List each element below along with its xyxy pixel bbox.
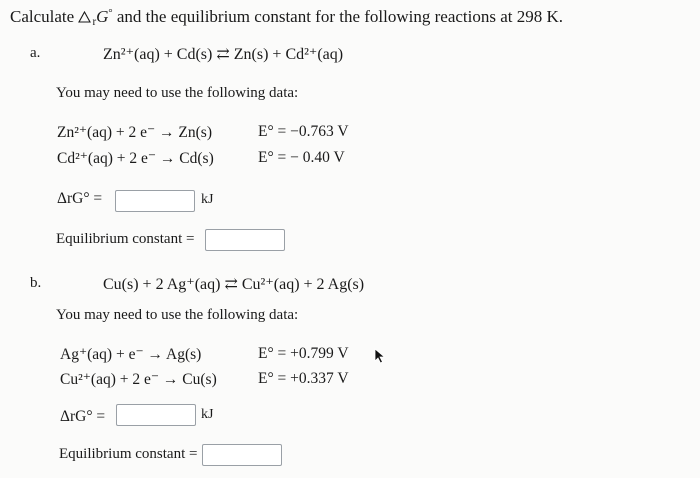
- part-a-k-label: Equilibrium constant =: [56, 231, 195, 247]
- part-a-half-reaction-1: Zn²⁺(aq) + 2 e⁻ → Zn(s): [57, 124, 212, 141]
- part-a-deltag-label: ΔrG° =: [57, 190, 103, 207]
- part-b-intro: You may need to use the following data:: [56, 307, 299, 323]
- part-b-k-label: Equilibrium constant =: [59, 446, 198, 462]
- part-b-deltag-label: ΔrG° =: [60, 408, 106, 425]
- delta-icon: [78, 11, 91, 23]
- question-title: Calculate $_r$G° and the equilibrium constant for the following reactions at 298 K.: [10, 7, 564, 28]
- part-a-label: a.: [30, 45, 41, 61]
- part-a-reaction: Zn²⁺(aq) + Cd(s) ⇄ Zn(s) + Cd²⁺(aq): [103, 46, 344, 63]
- part-a-potential-1: E° = −0.763 V: [258, 123, 349, 140]
- part-b-potential-1: E° = +0.799 V: [258, 345, 349, 362]
- part-b-reaction: Cu(s) + 2 Ag⁺(aq) ⇄ Cu²⁺(aq) + 2 Ag(s): [103, 276, 365, 293]
- part-b-half-reaction-1: Ag⁺(aq) + e⁻ → Ag(s): [60, 346, 202, 363]
- part-b-label: b.: [30, 275, 42, 291]
- part-b-k-input[interactable]: [202, 444, 282, 466]
- part-b-deltag-unit: kJ: [201, 407, 214, 422]
- part-a-deltag-input[interactable]: [115, 190, 195, 212]
- part-b-potential-2: E° = +0.337 V: [258, 370, 349, 387]
- part-a-k-input[interactable]: [205, 229, 285, 251]
- part-b-half-reaction-2: Cu²⁺(aq) + 2 e⁻ → Cu(s): [60, 371, 217, 388]
- part-a-half-reaction-2: Cd²⁺(aq) + 2 e⁻ → Cd(s): [57, 150, 214, 167]
- mouse-cursor-icon: [374, 348, 386, 369]
- part-a-potential-2: E° = − 0.40 V: [258, 149, 345, 166]
- part-b-deltag-input[interactable]: [116, 404, 196, 426]
- part-a-intro: You may need to use the following data:: [56, 85, 299, 101]
- part-a-deltag-unit: kJ: [201, 192, 214, 207]
